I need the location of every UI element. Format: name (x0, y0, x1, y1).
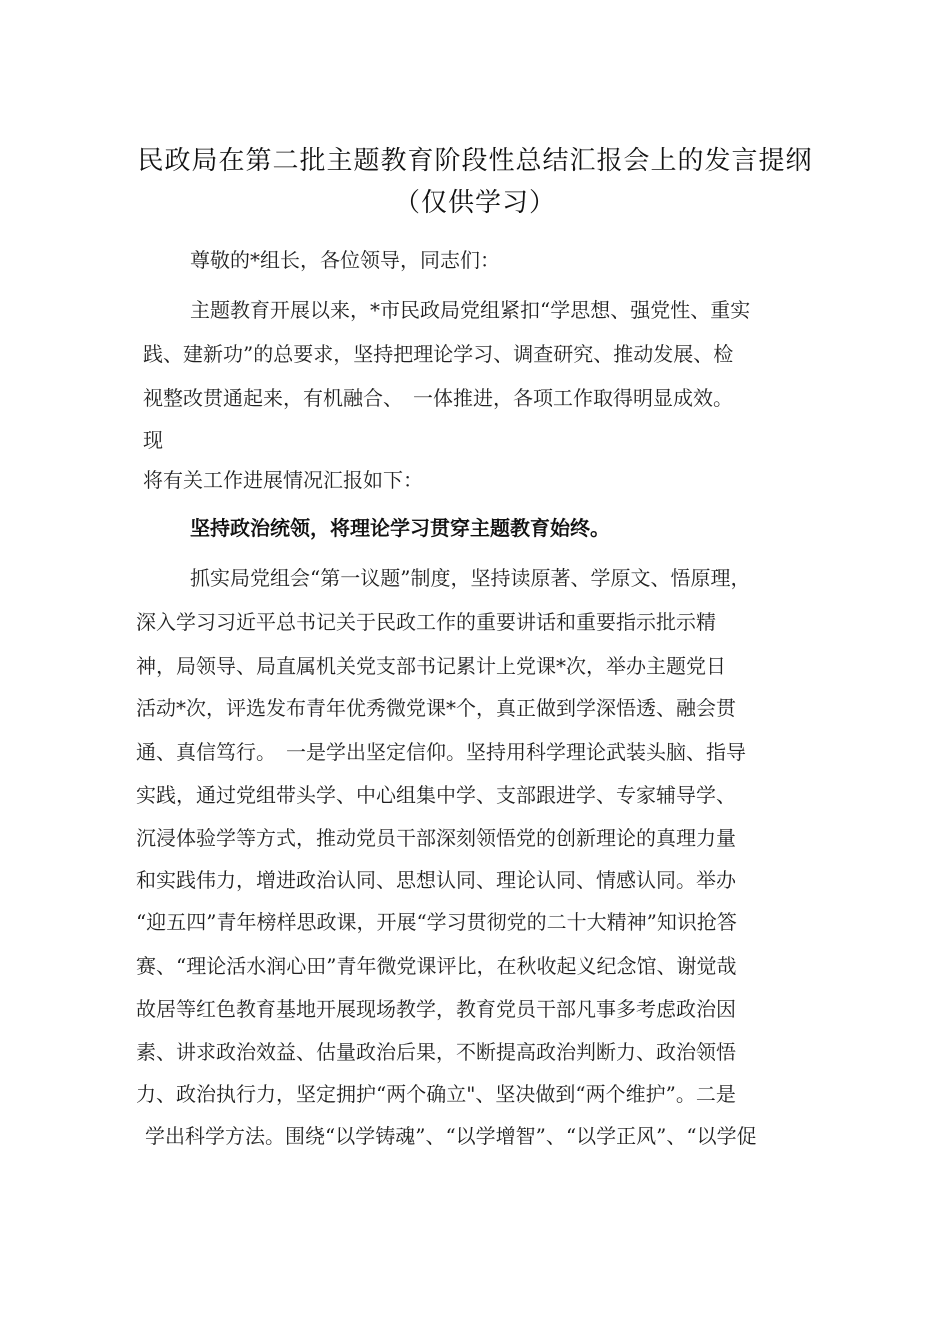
body-line: 深入学习习近平总书记关于民政工作的重要讲话和重要指示批示精 (136, 610, 716, 634)
body-line: 活动*次，评选发布青年优秀微党课*个，真正做到学深悟透、融会贯 (136, 696, 736, 720)
body-line: 故居等红色教育基地开展现场教学，教育党员干部凡事多考虑政治因 (136, 997, 736, 1021)
body-line: 沉浸体验学等方式，推动党员干部深刻领悟党的创新理论的真理力量 (136, 826, 736, 850)
intro-line: 将有关工作进展情况汇报如下： (143, 468, 423, 492)
intro-line: 主题教育开展以来，*市民政局党组紧扣“学思想、强党性、重实 (190, 298, 751, 322)
body-line: 实践，通过党组带头学、中心组集中学、支部跟进学、专家辅导学、 (136, 783, 736, 807)
body-line: 力、政治执行力，坚定拥护“两个确立"、坚决做到“两个维护”。二是 (136, 1082, 736, 1106)
salutation: 尊敬的*组长，各位领导，同志们： (190, 248, 500, 272)
body-line: 通、真信笃行。 一是学出坚定信仰。坚持用科学理论武装头脑、指导 (136, 740, 746, 764)
intro-line: 践、建新功”的总要求，坚持把理论学习、调查研究、推动发展、检 (143, 342, 734, 366)
body-line: “迎五四”青年榜样思政课，开展“学习贯彻党的二十大精神”知识抢答 (136, 910, 737, 934)
document-title: 民政局在第二批主题教育阶段性总结汇报会上的发言提纲 (137, 146, 813, 176)
document-subtitle: （仅供学习） (393, 188, 556, 218)
body-line: 神，局领导、局直属机关党支部书记累计上党课*次，举办主题党日 (136, 654, 726, 678)
body-line: 学出科学方法。围绕“以学铸魂”、“以学增智”、“以学正风”、“以学促 (145, 1124, 757, 1148)
body-line: 和实践伟力，增进政治认同、思想认同、理论认同、情感认同。举办 (136, 868, 736, 892)
intro-line: 视整改贯通起来，有机融合、 一体推进，各项工作取得明显成效。 (143, 386, 733, 410)
section-heading: 坚持政治统领，将理论学习贯穿主题教育始终。 (190, 516, 610, 540)
body-line: 抓实局党组会“第一议题”制度，坚持读原著、学原文、悟原理， (190, 566, 751, 590)
body-line: 素、讲求政治效益、估量政治后果，不断提高政治判断力、政治领悟 (136, 1040, 736, 1064)
intro-line: 现 (143, 428, 163, 452)
body-line: 赛、“理论活水润心田”青年微党课评比，在秋收起义纪念馆、谢觉哉 (136, 954, 737, 978)
